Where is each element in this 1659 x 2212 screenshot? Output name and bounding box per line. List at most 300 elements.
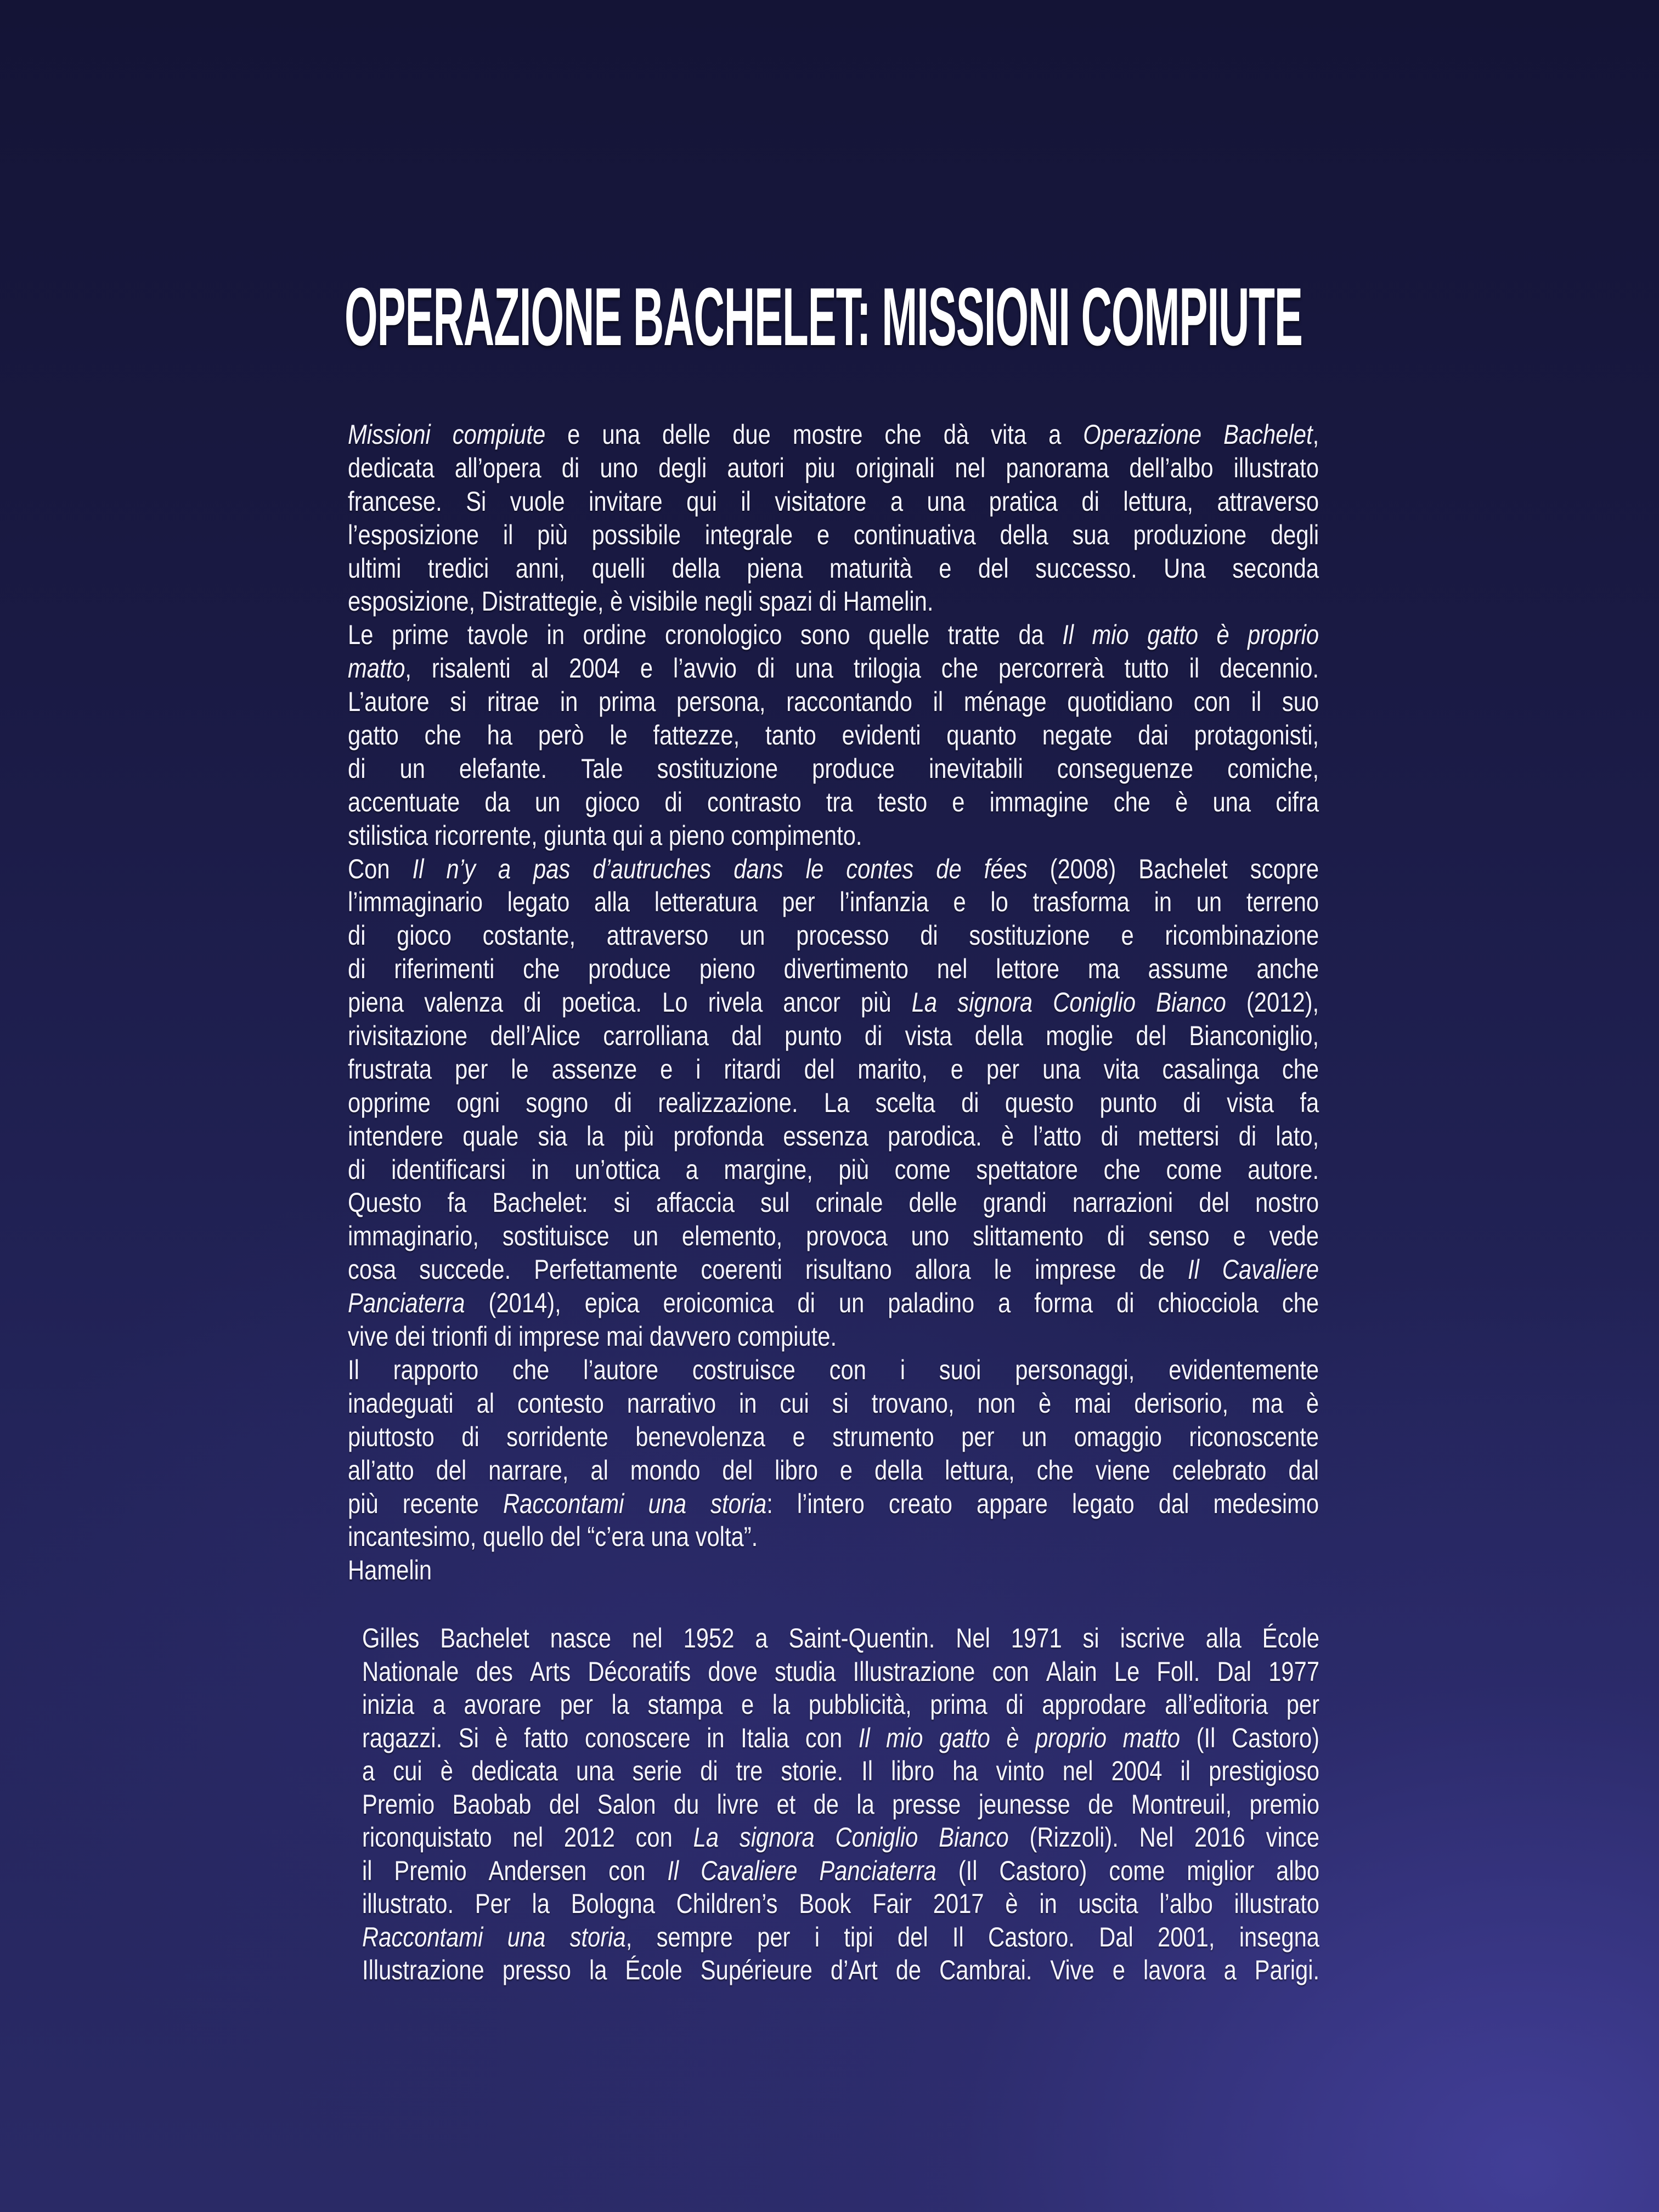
word: [362, 1788, 435, 1821]
body-text: Il: [952, 1921, 964, 1953]
word: [624, 1120, 654, 1153]
italic-title-text: signora: [739, 1822, 815, 1853]
body-text: lettura,: [945, 1454, 1015, 1486]
word: [844, 1921, 873, 1954]
word: [854, 652, 921, 685]
word: [348, 1286, 465, 1320]
body-text: :: [766, 1488, 773, 1519]
word: [1248, 1153, 1319, 1187]
word: [946, 719, 1017, 752]
body-text: punto: [785, 1020, 842, 1052]
word: [1088, 1788, 1113, 1821]
word: [1194, 1821, 1245, 1854]
word: [783, 986, 840, 1019]
body-text: (2012),: [1246, 987, 1319, 1018]
body-text: risultano: [805, 1254, 892, 1285]
word: [784, 952, 909, 986]
word: [530, 1655, 571, 1689]
italic-title-text: signora: [957, 987, 1033, 1018]
word: [682, 1220, 782, 1253]
body-text: un’ottica: [574, 1154, 661, 1185]
word: [884, 418, 921, 452]
word: [632, 1622, 663, 1655]
text-line: [362, 1854, 1319, 1888]
word: [569, 652, 620, 685]
word: [741, 485, 751, 518]
body-text: tre: [736, 1756, 763, 1786]
word: [348, 1186, 422, 1220]
body-text: alla: [1205, 1623, 1242, 1654]
body-text: incantesimo, quello del “c’era una volta”.: [348, 1521, 758, 1553]
body-text: provoca: [806, 1221, 888, 1252]
word: [1234, 452, 1319, 485]
word: [996, 952, 1059, 986]
body-text: a: [755, 1623, 768, 1654]
word: [856, 452, 935, 485]
word: [397, 919, 452, 952]
body-text: che: [424, 720, 461, 751]
body-text: Montreuil,: [1131, 1788, 1232, 1820]
italic-title-text: gatto: [1147, 619, 1199, 651]
word: [1083, 1622, 1099, 1655]
italic-title-text: mio: [886, 1722, 923, 1753]
word: [600, 452, 638, 485]
word: [1001, 1120, 1014, 1153]
word: [1189, 1019, 1319, 1053]
body-text: alla: [594, 887, 630, 918]
body-text: delle: [909, 1187, 957, 1218]
word: [795, 652, 833, 685]
body-text: della: [974, 1020, 1023, 1052]
word: [534, 1253, 678, 1286]
body-text: epica: [584, 1288, 640, 1319]
body-text: comiche,: [1227, 753, 1319, 784]
body-text: si: [613, 1187, 630, 1218]
word: [1073, 1186, 1173, 1220]
body-text: insegna: [1239, 1921, 1320, 1953]
text-line: [362, 1954, 1319, 1987]
body-text: ragazzi.: [362, 1722, 443, 1753]
body-text: il: [1180, 1756, 1191, 1786]
text-line: [348, 485, 1319, 518]
body-text: sia: [538, 1120, 567, 1152]
word: [805, 1253, 892, 1286]
body-text: che: [1103, 1154, 1141, 1185]
word: [654, 885, 758, 919]
body-text: di: [1116, 1288, 1135, 1319]
word: [806, 1220, 888, 1253]
word: [953, 885, 966, 919]
body-text: qui: [686, 486, 717, 517]
word: [957, 986, 1032, 1019]
body-text: piena: [348, 987, 404, 1018]
word: [488, 1454, 568, 1487]
body-text: di: [461, 1421, 479, 1452]
word: [805, 1722, 842, 1755]
body-text: assume: [1148, 953, 1228, 985]
italic-title-text: Bianco: [939, 1822, 1009, 1853]
body-text: del: [978, 552, 1009, 584]
word: [775, 1655, 836, 1689]
word: [589, 1954, 607, 1987]
body-text: per: [560, 1689, 593, 1720]
text-line: [348, 853, 1319, 886]
body-text: che: [941, 653, 979, 684]
body-text: di: [348, 1154, 366, 1185]
body-text: la: [772, 1689, 791, 1720]
word: [857, 1053, 928, 1086]
word: [800, 618, 850, 652]
body-text: Dal: [1099, 1921, 1133, 1953]
word: [952, 1754, 978, 1788]
word: [969, 919, 1090, 952]
body-text: per: [961, 1421, 995, 1452]
word: [503, 1487, 624, 1521]
word: [498, 853, 511, 886]
body-text: Il: [348, 1354, 359, 1385]
word: [1113, 1954, 1125, 1987]
word: [1139, 1253, 1165, 1286]
body-text: decennio.: [1220, 653, 1319, 684]
body-text: un: [838, 1288, 865, 1319]
word: [673, 1120, 764, 1153]
body-text: cifra: [1276, 786, 1319, 817]
text-line: [362, 1921, 1319, 1954]
body-text: a: [432, 1689, 445, 1720]
word: [1099, 1921, 1133, 1954]
body-text: illustrato: [1233, 452, 1319, 483]
word: [1018, 618, 1043, 652]
word: [727, 452, 784, 485]
body-text: a: [1048, 419, 1062, 450]
word: [1175, 786, 1188, 819]
word: [933, 685, 944, 719]
body-text: divertimento: [783, 953, 909, 985]
body-text: vince: [1266, 1822, 1320, 1853]
body-text: è: [1306, 1387, 1319, 1419]
word: [348, 1420, 435, 1454]
word: [1107, 1220, 1125, 1253]
body-text: rivisitazione: [348, 1020, 468, 1052]
word: [1100, 1086, 1157, 1120]
word: [977, 1487, 1048, 1521]
body-text: Castoro): [1231, 1722, 1320, 1753]
text-line: [362, 1788, 1319, 1821]
body-text: 2001,: [1158, 1921, 1215, 1953]
body-text: Foll.: [1156, 1656, 1200, 1687]
word: [510, 485, 565, 518]
word: [585, 1722, 691, 1755]
word: [1165, 1688, 1268, 1722]
word: [757, 652, 775, 685]
text-line: [348, 1120, 1319, 1153]
body-text: Tale: [581, 753, 623, 784]
body-text: personaggi,: [1015, 1354, 1135, 1385]
body-text: in: [560, 686, 578, 718]
word: [512, 1821, 543, 1854]
body-text: crinale: [815, 1187, 883, 1218]
word: [1120, 1622, 1185, 1655]
word: [701, 1854, 797, 1888]
body-text: nasce: [550, 1623, 612, 1654]
body-text: imprese: [1035, 1254, 1116, 1285]
italic-title-text: una: [507, 1921, 546, 1953]
body-text: immagine: [989, 786, 1089, 817]
exhibition-description: [348, 418, 1319, 1587]
word: [362, 1622, 419, 1655]
body-text: mettersi: [1138, 1120, 1220, 1152]
word: [560, 685, 578, 719]
body-text: del: [549, 1788, 580, 1820]
body-text: di: [664, 786, 682, 817]
word: [590, 1454, 608, 1487]
word: [1181, 1754, 1191, 1788]
word: [755, 1622, 768, 1655]
body-text: di: [1081, 486, 1099, 517]
word: [614, 1186, 630, 1220]
word: [1042, 1053, 1081, 1086]
word: [701, 1253, 782, 1286]
body-text: Lo: [662, 987, 688, 1018]
italic-title-text: storia: [569, 1921, 626, 1953]
word: [570, 1921, 633, 1954]
word: [450, 685, 466, 719]
body-text: École: [1262, 1623, 1320, 1654]
body-text: di: [1183, 1087, 1201, 1118]
word: [693, 1821, 719, 1854]
word: [657, 1921, 733, 1954]
word: [1276, 1854, 1319, 1888]
body-text: si: [450, 686, 467, 718]
body-text: l’atto: [1033, 1120, 1082, 1152]
body-text: costruisce: [692, 1354, 795, 1385]
word: [483, 919, 575, 952]
body-text: de: [813, 1788, 839, 1820]
word: [956, 1622, 990, 1655]
word: [1033, 1120, 1081, 1153]
word: [973, 1220, 1084, 1253]
body-text: trilogia: [853, 653, 921, 684]
word: [853, 1655, 975, 1689]
body-text: negate: [1042, 720, 1113, 751]
body-text: d’Art: [830, 1955, 878, 1985]
body-text: tredici: [427, 552, 489, 584]
body-text: prima: [598, 686, 656, 718]
word: [861, 986, 891, 1019]
body-text: maturità: [829, 552, 912, 584]
body-text: anche: [1256, 953, 1319, 985]
word: [424, 986, 503, 1019]
word: [740, 1821, 815, 1854]
body-text: accentuate: [348, 786, 460, 817]
italic-title-text: Raccontami: [362, 1921, 483, 1953]
italic-title-text: Il: [1187, 1254, 1199, 1285]
word: [636, 1821, 673, 1854]
word: [1199, 1186, 1229, 1220]
body-text: nel: [955, 452, 986, 483]
word: [348, 418, 431, 452]
body-text: con: [608, 1855, 646, 1886]
body-text: in: [707, 1722, 725, 1753]
word: [984, 853, 1028, 886]
word: [487, 685, 539, 719]
word: [1030, 1821, 1119, 1854]
body-text: tipi: [844, 1921, 873, 1953]
body-text: del: [804, 1053, 835, 1085]
text-line: [348, 919, 1319, 952]
word: [1251, 1387, 1283, 1420]
text-line: [362, 1754, 1319, 1788]
italic-title-text: mio: [1092, 619, 1129, 651]
body-text: la: [532, 1888, 550, 1919]
body-text: sostituzione: [969, 920, 1090, 951]
word: [484, 786, 510, 819]
text-line: [348, 986, 1319, 1019]
word: [391, 1153, 506, 1187]
word: [1154, 885, 1172, 919]
body-text: prime: [391, 619, 449, 651]
body-text: Salon: [597, 1788, 656, 1820]
word: [776, 1788, 795, 1821]
text-line: [348, 1454, 1319, 1487]
body-text: frustrata: [348, 1053, 432, 1085]
body-text: e: [839, 1454, 853, 1486]
body-text: di: [348, 920, 366, 951]
word: [531, 652, 549, 685]
word: [581, 752, 623, 786]
italic-title-text: Coniglio: [1053, 987, 1136, 1018]
word: [692, 1353, 795, 1387]
word: [571, 1887, 655, 1921]
word: [348, 1153, 365, 1187]
body-text: del: [436, 1454, 467, 1486]
word: [394, 1854, 466, 1888]
body-text: ordine: [583, 619, 647, 651]
body-text: albo: [1276, 1855, 1320, 1886]
body-text: jeunesse: [978, 1788, 1070, 1820]
word: [627, 1387, 716, 1420]
word: [503, 1220, 610, 1253]
word: [717, 1788, 759, 1821]
word: [781, 1754, 843, 1788]
word: [635, 1420, 765, 1454]
word: [348, 518, 479, 552]
body-text: serie: [632, 1756, 682, 1786]
body-text: 2004: [569, 653, 620, 684]
word: [856, 1788, 874, 1821]
body-text: a: [1223, 1955, 1237, 1985]
body-text: lavora: [1143, 1955, 1206, 1985]
word: [532, 1887, 549, 1921]
word: [732, 418, 771, 452]
body-text: terreno: [1246, 887, 1319, 918]
word: [707, 1722, 724, 1755]
body-text: ma: [1087, 953, 1120, 985]
italic-title-text: Cavaliere: [1222, 1254, 1319, 1285]
word: [830, 1353, 866, 1387]
italic-title-text: a: [498, 853, 511, 884]
body-text: derisorio,: [1134, 1387, 1229, 1419]
body-text: dove: [708, 1656, 758, 1687]
text-line: [348, 1420, 1319, 1454]
word: [1050, 853, 1116, 886]
word: [1220, 652, 1319, 685]
word: [898, 1921, 928, 1954]
word: [977, 1387, 1015, 1420]
body-text: l’autore: [583, 1354, 659, 1385]
body-text: ogni: [456, 1087, 500, 1118]
word: [453, 418, 545, 452]
body-text: ha: [487, 720, 513, 751]
word: [676, 1887, 778, 1921]
body-text: gioco: [585, 786, 640, 817]
body-text: questo: [1005, 1087, 1074, 1118]
body-text: e: [953, 887, 966, 918]
word: [817, 518, 830, 552]
body-text: e: [939, 552, 952, 584]
italic-title-text: proprio: [1248, 619, 1319, 651]
body-text: visitatore: [775, 486, 867, 517]
word: [859, 1722, 870, 1755]
body-text: attraverso: [606, 920, 709, 951]
body-text: 2004: [1111, 1756, 1163, 1786]
word: [428, 552, 489, 585]
italic-title-text: è: [1216, 619, 1229, 651]
word: [1239, 1921, 1319, 1954]
body-text: processo: [796, 920, 889, 951]
body-text: Bianconiglio,: [1189, 1020, 1319, 1052]
word: [983, 1186, 1047, 1220]
word: [846, 853, 913, 886]
word: [1006, 1722, 1019, 1755]
word: [1072, 1487, 1135, 1521]
italic-title-text: Bianco: [1156, 987, 1226, 1018]
text-line: [348, 1353, 1319, 1387]
body-text: tavole: [467, 619, 529, 651]
word: [348, 1086, 431, 1120]
word: [1006, 1688, 1023, 1722]
word: [592, 518, 681, 552]
word: [1072, 518, 1109, 552]
word: [348, 786, 460, 819]
word: [1217, 1655, 1251, 1689]
body-text: pratica: [989, 486, 1058, 517]
word: [1000, 518, 1048, 552]
body-text: all’editoria: [1165, 1689, 1268, 1720]
word: [1133, 518, 1247, 552]
word: [348, 652, 411, 685]
word: [799, 1887, 851, 1921]
word: [535, 786, 560, 819]
word: [523, 986, 541, 1019]
word: [1288, 1454, 1319, 1487]
word: [673, 652, 737, 685]
body-text: in: [531, 1154, 549, 1185]
word: [1046, 1019, 1113, 1053]
body-text: ritardi: [724, 1053, 781, 1085]
body-text: dà: [943, 419, 969, 450]
body-text: come: [894, 1154, 951, 1185]
italic-title-text: matto: [348, 653, 405, 684]
body-text: l’immaginario: [348, 887, 483, 918]
word: [1246, 986, 1319, 1019]
word: [425, 719, 461, 752]
word: [806, 853, 823, 886]
word: [975, 1019, 1023, 1053]
italic-title-text: Missioni: [348, 419, 431, 450]
body-text: ha: [952, 1756, 978, 1786]
word: [757, 1921, 790, 1954]
